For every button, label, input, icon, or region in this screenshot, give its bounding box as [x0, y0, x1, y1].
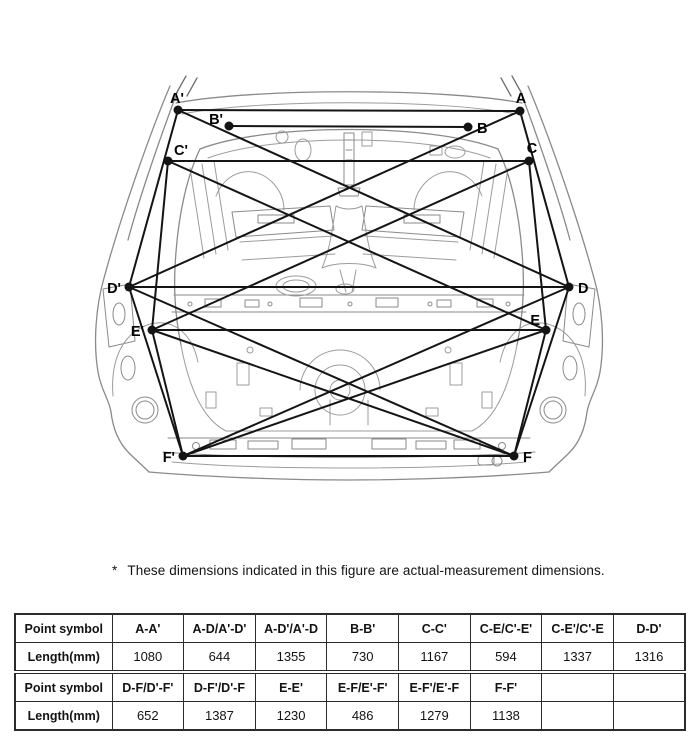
point-symbol-cell: C-E'/C'-E — [542, 614, 614, 643]
point-label-F': F' — [162, 450, 175, 466]
row-header-cell: Length(mm) — [15, 702, 112, 731]
measurement-line-B-B' — [229, 126, 468, 127]
measurement-overlay — [107, 91, 588, 466]
length-value-cell: 644 — [184, 643, 256, 673]
row-header-cell: Length(mm) — [15, 643, 112, 673]
length-value-cell: 1355 — [255, 643, 327, 673]
table-row — [15, 672, 685, 702]
length-value-cell — [613, 702, 685, 731]
point-symbol-cell: A-D/A'-D' — [184, 614, 256, 643]
length-value-cell: 1337 — [542, 643, 614, 673]
point-label-A: A — [515, 91, 527, 107]
length-value-cell: 1387 — [184, 702, 256, 731]
table-row — [15, 643, 685, 673]
measurement-point-A — [516, 107, 525, 116]
dimensions-table-wrap — [14, 613, 686, 731]
length-value-cell: 1138 — [470, 702, 542, 731]
measurement-point-E' — [148, 326, 157, 335]
length-value-cell: 652 — [112, 702, 184, 731]
point-label-D': D' — [107, 281, 121, 297]
measurement-point-C — [525, 157, 534, 166]
point-label-C': C' — [174, 143, 188, 159]
point-symbol-cell: F-F' — [470, 672, 542, 702]
measurement-point-C' — [164, 157, 173, 166]
measurement-point-B' — [225, 122, 234, 131]
point-label-B: B — [477, 121, 488, 137]
length-value-cell: 594 — [470, 643, 542, 673]
table-row — [15, 614, 685, 643]
point-label-C: C — [526, 141, 538, 157]
point-symbol-cell: C-E/C'-E' — [470, 614, 542, 643]
point-symbol-cell: E-E' — [255, 672, 327, 702]
measurement-line-A'-D' — [129, 110, 178, 287]
length-value-cell: 1167 — [399, 643, 471, 673]
point-label-E': E' — [130, 324, 144, 340]
measurement-line-C-E — [529, 161, 546, 330]
length-value-cell — [542, 702, 614, 731]
note — [112, 563, 672, 578]
point-symbol-cell: C-C' — [399, 614, 471, 643]
point-symbol-cell: D-D' — [613, 614, 685, 643]
length-value-cell: 1080 — [112, 643, 184, 673]
point-label-D: D — [578, 281, 589, 297]
note-asterisk: * — [112, 563, 118, 578]
length-value-cell: 1316 — [613, 643, 685, 673]
note-text: These dimensions indicated in this figure are actual-measurement dimensions. — [127, 563, 605, 578]
point-label-E: E — [530, 313, 540, 329]
length-value-cell: 486 — [327, 702, 399, 731]
point-symbol-cell — [613, 672, 685, 702]
measurement-line-E'-F' — [152, 330, 183, 456]
point-symbol-cell — [542, 672, 614, 702]
point-symbol-cell: B-B' — [327, 614, 399, 643]
point-label-A': A' — [170, 91, 184, 107]
length-value-cell: 1230 — [255, 702, 327, 731]
measurement-line-E-F — [514, 330, 546, 456]
dimensions-table — [14, 613, 686, 731]
measurement-point-E — [542, 326, 551, 335]
point-symbol-cell: A-A' — [112, 614, 184, 643]
measurement-line-C-E' — [152, 161, 529, 330]
table-row — [15, 702, 685, 731]
point-label-B': B' — [209, 112, 223, 128]
point-label-F: F — [523, 450, 532, 466]
point-symbol-cell: A-D'/A'-D — [255, 614, 327, 643]
point-symbol-cell: D-F'/D'-F — [184, 672, 256, 702]
measurement-line-A-A' — [178, 110, 520, 111]
row-header-cell: Point symbol — [15, 672, 112, 702]
point-symbol-cell: E-F'/E'-F — [399, 672, 471, 702]
measurement-line-C'-E' — [152, 161, 168, 330]
length-value-cell: 1279 — [399, 702, 471, 731]
measurement-point-F' — [179, 452, 188, 461]
point-symbol-cell: E-F/E'-F' — [327, 672, 399, 702]
measurement-point-D — [565, 283, 574, 292]
measurement-point-D' — [125, 283, 134, 292]
point-symbol-cell: D-F/D'-F' — [112, 672, 184, 702]
measurement-line-A-D — [520, 111, 569, 287]
measurement-line-C'-E — [168, 161, 546, 330]
length-value-cell: 730 — [327, 643, 399, 673]
row-header-cell: Point symbol — [15, 614, 112, 643]
measurement-point-B — [464, 123, 473, 132]
measurement-point-F — [510, 452, 519, 461]
